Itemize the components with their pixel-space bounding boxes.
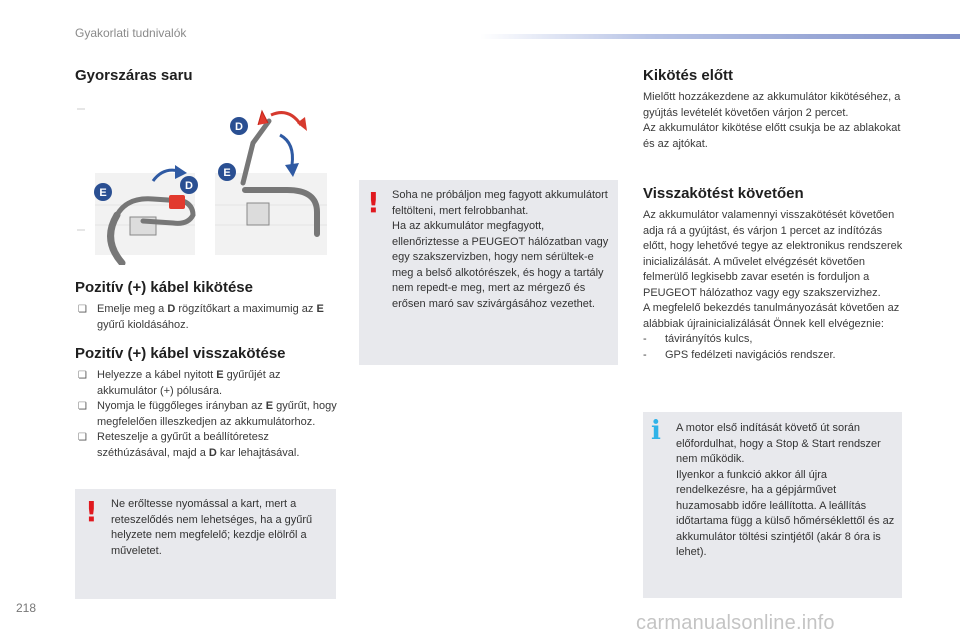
square-outline-icon: ❏ bbox=[78, 370, 87, 381]
before-p1: Mielőtt hozzákezdene az akkumulátor kikötéséhez, a gyújtás levételét követően várjon 2 percet. bbox=[643, 91, 901, 119]
label-e-left: E bbox=[99, 187, 107, 199]
square-outline-icon: ❏ bbox=[78, 304, 87, 315]
reconnect-title: Pozitív (+) kábel visszakötése bbox=[75, 345, 286, 362]
square-outline-icon: ❏ bbox=[78, 432, 87, 443]
reconnect-step: ❏ Helyezze a kábel nyitott E gyűrűjét az akkumulátor (+) pólusára. bbox=[78, 369, 281, 397]
after-p2: A megfelelő bekezdés tanulmányozását követően az alábbiak újrainicializálását Önnek kell elvégeznie: bbox=[643, 302, 900, 330]
lever-warning-box bbox=[75, 489, 336, 599]
square-outline-icon: ❏ bbox=[78, 401, 87, 412]
after-p1: Az akkumulátor valamennyi visszakötését követően adja rá a gyújtást, és várjon 1 percet az indítózás előtt, hogy lehetővé tegye az elektronikus rendszerek inicializálását. A művelet elvégzését követően felmerülő legkisebb zavar esetén is forduljon a PEUGEOT hálózathoz vagy egy szakszervizhez. bbox=[643, 209, 903, 299]
stop-start-info-box bbox=[643, 412, 902, 598]
reinit-list bbox=[643, 332, 905, 363]
exclamation-icon: ! bbox=[367, 186, 380, 219]
lever-warning-text: Ne erőltesse nyomással a kart, mert a reteszelődés nem lehetséges, ha a gyűrű helyzete nem megfelelő; kezdje elölről a műveletet. bbox=[111, 498, 313, 557]
clamp-drawing bbox=[75, 95, 340, 265]
before-p2: Az akkumulátor kikötése előtt csukja be az ablakokat és az ajtókat. bbox=[643, 122, 901, 150]
label-d-left: D bbox=[185, 180, 193, 192]
page-number: 218 bbox=[16, 601, 37, 615]
reconnect-step: ❏ Reteszelje a gyűrűt a beállítóretesz széthúzásával, majd a D kar lehajtásával. bbox=[78, 431, 300, 459]
after-reconnect-text bbox=[643, 208, 905, 363]
disconnect-step: ❏ Emelje meg a D rögzítőkart a maximumig az E gyűrű kioldásához. bbox=[78, 303, 324, 331]
before-disconnect-title: Kikötés előtt bbox=[643, 67, 734, 84]
info-p1: A motor első indítását követő út során előfordulhat, hogy a Stop & Start rendszer nem működik. bbox=[676, 422, 881, 465]
reconnect-steps bbox=[75, 368, 337, 461]
info-i-icon: i bbox=[651, 416, 661, 446]
section-header: Gyakorlati tudnivalók bbox=[75, 26, 187, 40]
list-item: - távirányítós kulcs, bbox=[643, 333, 753, 345]
before-disconnect-text bbox=[643, 90, 908, 152]
label-d-right: D bbox=[235, 121, 243, 133]
watermark: carmanualsonline.info bbox=[636, 612, 835, 634]
info-text bbox=[676, 421, 898, 561]
disconnect-steps bbox=[75, 302, 335, 333]
frozen-battery-warning-box bbox=[359, 180, 618, 365]
reconnect-step: ❏ Nyomja le függőleges irányban az E gyűrűt, hogy megfelelően illeszkedjen az akkumulátorhoz. bbox=[78, 400, 337, 428]
after-reconnect-title: Visszakötést követően bbox=[643, 185, 804, 202]
list-item: - GPS fedélzeti navigációs rendszer. bbox=[643, 348, 836, 361]
header-bar bbox=[480, 34, 960, 39]
exclamation-icon: ! bbox=[85, 495, 98, 528]
frozen-warning-p1: Soha ne próbáljon meg fagyott akkumulátort feltölteni, mert felrobbanhat. bbox=[392, 189, 608, 217]
label-e-right: E bbox=[223, 167, 231, 179]
clamp-illustration bbox=[75, 95, 340, 265]
frozen-warning-p2: Ha az akkumulátor megfagyott, ellenőriztesse a PEUGEOT hálózatban vagy egy szakszervizben, hogy nem sérültek-e meg a belső alkotórészek, és hogy a tartály nem repedt-e meg, mert az mérgező és erősen maró sav szivárgásához vezethet. bbox=[392, 220, 609, 310]
frozen-warning-text bbox=[392, 188, 610, 312]
disconnect-title: Pozitív (+) kábel kikötése bbox=[75, 279, 253, 296]
quick-clamp-title: Gyorszáras saru bbox=[75, 67, 193, 84]
info-p2: Ilyenkor a funkció akkor áll újra rendelkezésre, ha a gépjárművet huzamosabb időre leállította. A leállítás időtartama függ a külső hőmérséklettől és az akkumulátor töltési szintjétől (akár 8 óra is lehet). bbox=[676, 468, 895, 558]
